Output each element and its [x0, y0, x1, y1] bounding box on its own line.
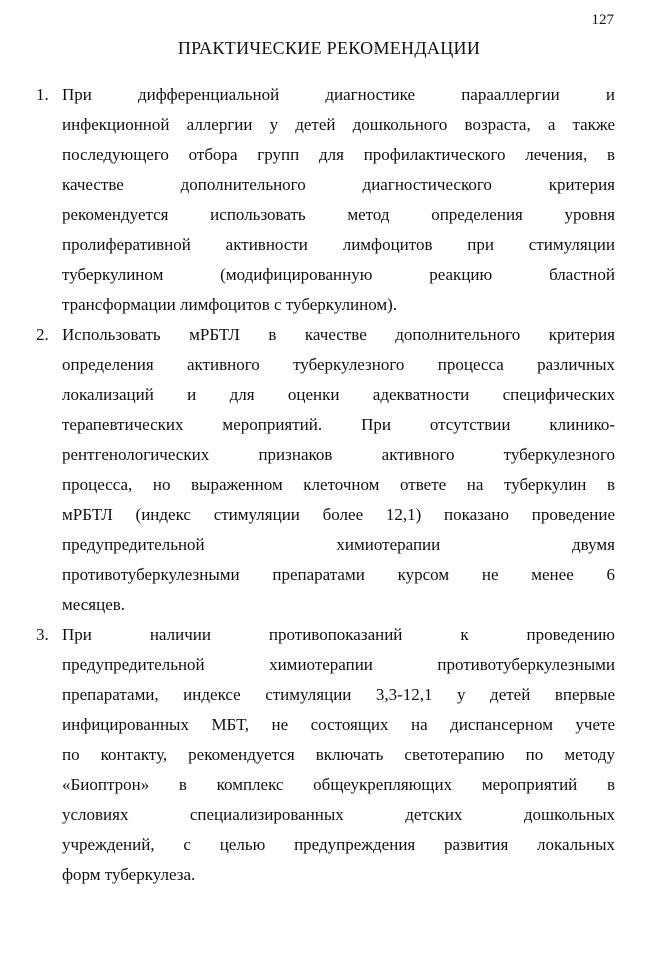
- text-line: локализаций и для оценки адекватности специфических: [62, 385, 615, 404]
- text-line: рентгенологических признаков активного туберкулезного: [62, 445, 615, 464]
- text-line: «Биоптрон» в комплекс общеукрепляющих мероприятий в: [62, 775, 615, 794]
- text-line: инфекционной аллергии у детей дошкольного возраста, а также: [62, 115, 615, 134]
- list-item: [36, 80, 616, 320]
- text-line: трансформации лимфоцитов с туберкулином).: [62, 295, 398, 314]
- text-line: условиях специализированных детских дошкольных: [62, 805, 615, 824]
- text-line: препаратами, индексе стимуляции 3,3-12,1 у детей впервые: [62, 685, 615, 704]
- text-line: месяцев.: [62, 595, 126, 614]
- text-line: терапевтических мероприятий. При отсутствии клинико-: [62, 415, 615, 434]
- text-line: мРБТЛ (индекс стимуляции более 12,1) показано проведение: [62, 505, 615, 524]
- text-line: процесса, но выраженном клеточном ответе на туберкулин в: [62, 475, 615, 494]
- page-number: 127: [591, 12, 614, 28]
- list-item-number: 2.: [36, 325, 49, 344]
- list-item: [36, 320, 616, 620]
- list-item: [36, 620, 616, 890]
- text-line: предупредительной химиотерапии двумя: [62, 535, 615, 554]
- text-line: пролиферативной активности лимфоцитов при стимуляции: [62, 235, 615, 254]
- text-line: качестве дополнительного диагностического критерия: [62, 175, 615, 194]
- text-line: определения активного туберкулезного процесса различных: [62, 355, 615, 374]
- text-line: При наличии противопоказаний к проведению: [62, 625, 615, 644]
- text-line: последующего отбора групп для профилактического лечения, в: [62, 145, 615, 164]
- page-title: ПРАКТИЧЕСКИЕ РЕКОМЕНДАЦИИ: [177, 38, 481, 58]
- text-line: рекомендуется использовать метод определения уровня: [62, 205, 615, 224]
- list-item-number: 3.: [36, 625, 49, 644]
- text-line: При дифференциальной диагностике парааллергии и: [62, 85, 615, 104]
- list-item-number: 1.: [36, 85, 49, 104]
- text-line: учреждений, с целью предупреждения развития локальных: [62, 835, 615, 854]
- recommendations-list: [36, 80, 616, 890]
- text-line: туберкулином (модифицированную реакцию бластной: [62, 265, 615, 284]
- text-line: Использовать мРБТЛ в качестве дополнительного критерия: [62, 325, 615, 344]
- text-line: противотуберкулезными препаратами курсом не менее 6: [62, 565, 615, 584]
- text-line: форм туберкулеза.: [62, 865, 196, 884]
- text-line: по контакту, рекомендуется включать светотерапию по методу: [62, 745, 615, 764]
- text-line: инфицированных МБТ, не состоящих на диспансерном учете: [62, 715, 615, 734]
- text-line: предупредительной химиотерапии противотуберкулезными: [62, 655, 615, 674]
